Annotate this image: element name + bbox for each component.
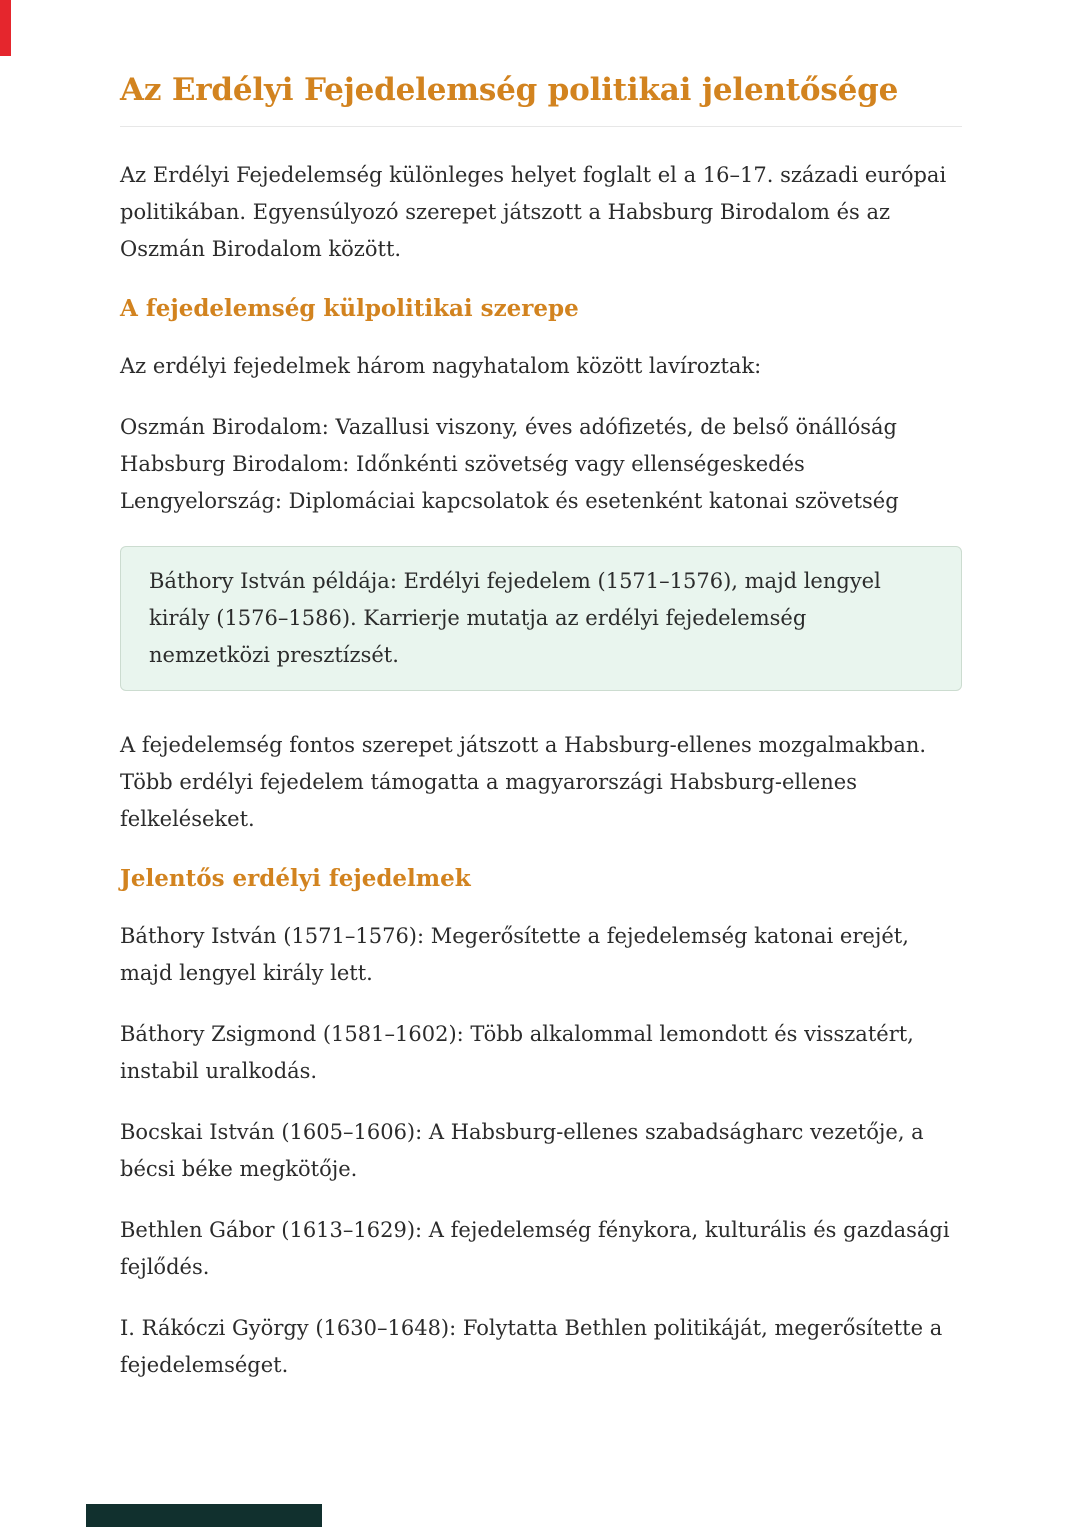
callout-box: [120, 546, 962, 691]
callout-text: Báthory István példája: Erdélyi fejedelem (1571–1576), majd lengyel király (1576–1586). Karrierje mutatja az erdélyi fejedelemség nemzetközi presztízsét.: [149, 569, 881, 667]
page-title: Az Erdélyi Fejedelemség politikai jelentősége: [120, 72, 899, 108]
relation-poland: Lengyelország: Diplomáciai kapcsolatok és esetenként katonai szövetség: [120, 489, 899, 513]
intro-paragraph: Az Erdélyi Fejedelemség különleges helyet foglalt el a 16–17. századi európai politikában. Egyensúlyozó szerepet játszott a Habsburg Birodalom és az Oszmán Birodalom között.: [120, 163, 947, 261]
top-left-red-marker: [0, 0, 11, 56]
prince-bathory-istvan: Báthory István (1571–1576): Megerősítette a fejedelemség katonai erejét, majd lengyel király lett.: [120, 924, 909, 985]
relation-ottoman: Oszmán Birodalom: Vazallusi viszony, éves adófizetés, de belső önállóság: [120, 415, 897, 439]
prince-bocskai-istvan: Bocskai István (1605–1606): A Habsburg-ellenes szabadságharc vezetője, a bécsi béke megkötője.: [120, 1120, 924, 1181]
section-heading-princes: Jelentős erdélyi fejedelmek: [120, 865, 471, 892]
title-divider: [120, 126, 962, 127]
section-heading-foreign-policy: A fejedelemség külpolitikai szerepe: [120, 295, 579, 322]
foreign-policy-lead: Az erdélyi fejedelmek három nagyhatalom között lavíroztak:: [120, 354, 762, 378]
bottom-left-dark-bar: [86, 1504, 322, 1527]
prince-rakoczi-gyorgy: I. Rákóczi György (1630–1648): Folytatta Bethlen politikáját, megerősítette a fejedelemséget.: [120, 1316, 943, 1377]
prince-bathory-zsigmond: Báthory Zsigmond (1581–1602): Több alkalommal lemondott és visszatért, instabil uralkodás.: [120, 1022, 914, 1083]
habsburg-movements-paragraph: A fejedelemség fontos szerepet játszott a Habsburg-ellenes mozgalmakban. Több erdélyi fejedelem támogatta a magyarországi Habsburg-ellenes felkeléseket.: [120, 733, 927, 831]
prince-bethlen-gabor: Bethlen Gábor (1613–1629): A fejedelemség fénykora, kulturális és gazdasági fejlődés.: [120, 1218, 950, 1279]
relation-habsburg: Habsburg Birodalom: Időnkénti szövetség vagy ellenségeskedés: [120, 452, 805, 476]
power-relations-list: [120, 409, 962, 520]
